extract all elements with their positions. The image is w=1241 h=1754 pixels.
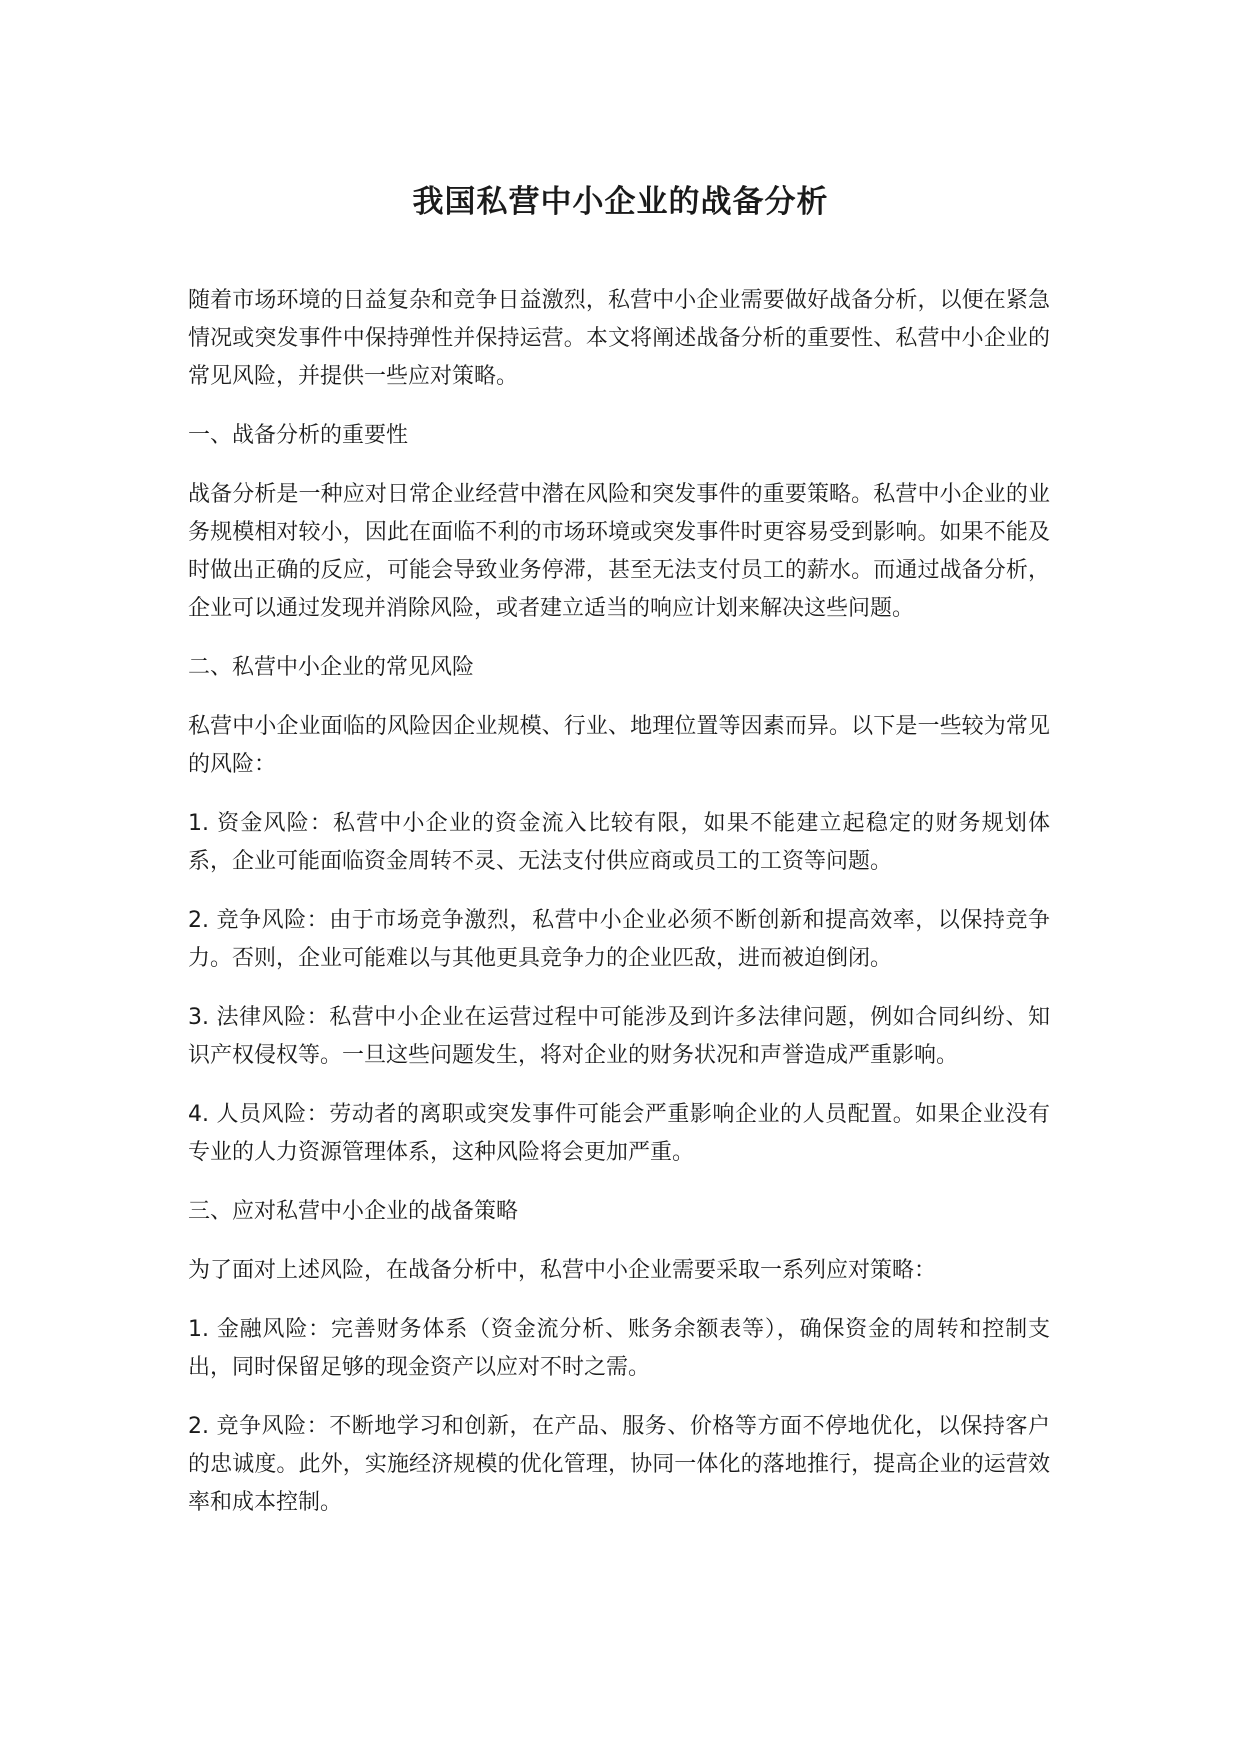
document-title: 我国私营中小企业的战备分析	[412, 184, 829, 220]
list-item-personnel-risk: 4. 人员风险：劳动者的离职或突发事件可能会严重影响企业的人员配置。如果企业没有专业的人力资源管理体系，这种风险将会更加严重。	[188, 1102, 1050, 1165]
list-item-legal-risk: 3. 法律风险：私营中小企业在运营过程中可能涉及到许多法律问题，例如合同纠纷、知识产权侵权等。一旦这些问题发生，将对企业的财务状况和声誉造成严重影响。	[188, 1005, 1050, 1068]
list-item-competition-risk: 2. 竞争风险：由于市场竞争激烈，私营中小企业必须不断创新和提高效率，以保持竞争力。否则，企业可能难以与其他更具竞争力的企业匹敌，进而被迫倒闭。	[188, 908, 1050, 971]
list-item-competition-strategy: 2. 竞争风险：不断地学习和创新，在产品、服务、价格等方面不停地优化，以保持客户的忠诚度。此外，实施经济规模的优化管理，协同一体化的落地推行，提高企业的运营效率和成本控制。	[188, 1414, 1050, 1515]
list-item-financial-strategy: 1. 金融风险：完善财务体系（资金流分析、账务余额表等），确保资金的周转和控制支出，同时保留足够的现金资产以应对不时之需。	[188, 1317, 1050, 1380]
list-item-capital-risk: 1. 资金风险：私营中小企业的资金流入比较有限，如果不能建立起稳定的财务规划体系，企业可能面临资金周转不灵、无法支付供应商或员工的工资等问题。	[188, 811, 1050, 874]
paragraph-importance: 战备分析是一种应对日常企业经营中潜在风险和突发事件的重要策略。私营中小企业的业务规模相对较小，因此在面临不利的市场环境或突发事件时更容易受到影响。如果不能及时做出正确的反应，可能会导致业务停滞，甚至无法支付员工的薪水。而通过战备分析，企业可以通过发现并消除风险，或者建立适当的响应计划来解决这些问题。	[188, 482, 1050, 621]
paragraph-strategies-intro: 为了面对上述风险，在战备分析中，私营中小企业需要采取一系列应对策略：	[188, 1258, 937, 1283]
section-heading-strategies: 三、应对私营中小企业的战备策略	[188, 1199, 519, 1224]
document-body	[188, 282, 1050, 1543]
section-heading-risks: 二、私营中小企业的常见风险	[188, 655, 475, 680]
paragraph-risks-intro: 私营中小企业面临的风险因企业规模、行业、地理位置等因素而异。以下是一些较为常见的风险：	[188, 714, 1050, 777]
section-heading-importance: 一、战备分析的重要性	[188, 423, 409, 448]
paragraph-intro: 随着市场环境的日益复杂和竞争日益激烈，私营中小企业需要做好战备分析，以便在紧急情况或突发事件中保持弹性并保持运营。本文将阐述战备分析的重要性、私营中小企业的常见风险，并提供一些应对策略。	[188, 288, 1050, 389]
